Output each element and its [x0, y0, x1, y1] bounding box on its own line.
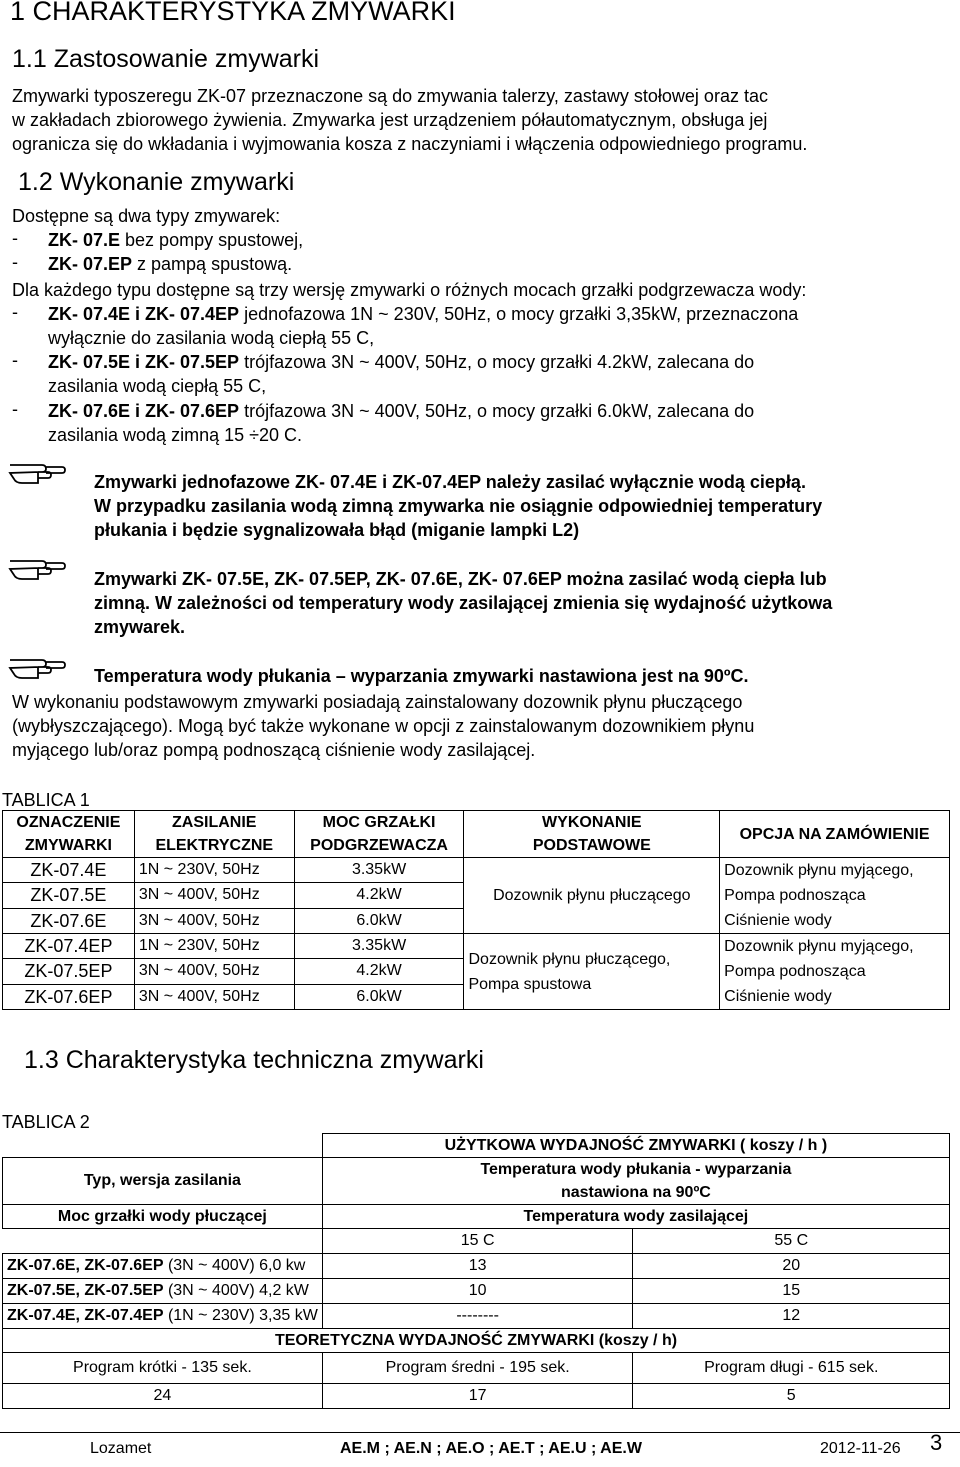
version-item-line2: zasilania wodą ciepłą 55 C,: [48, 376, 267, 396]
table-cell: 3.35kW: [294, 934, 464, 959]
footer-rule: [0, 1432, 960, 1433]
list-dash: -: [12, 302, 18, 322]
footer-codes: AE.M ; AE.N ; AE.O ; AE.T ; AE.U ; AE.W: [340, 1440, 642, 1457]
table-row: [3, 1384, 950, 1409]
table-cell: 6.0kW: [294, 984, 464, 1009]
table-cell: 55 C: [633, 1229, 950, 1254]
table-cell: 3N ~ 400V, 50Hz: [134, 984, 294, 1009]
table2-header: Temperatura wody płukania - wyparzania nastawiona na 90ºC: [322, 1158, 949, 1205]
version-item-line2: zasilania wodą zimną 15 ÷20 C.: [48, 425, 303, 445]
section-1-3-heading: 1.3 Charakterystyka techniczna zmywarki: [24, 1046, 484, 1074]
program-label: Program długi - 615 sek.: [633, 1353, 950, 1384]
table-cell: ZK-07.6EP: [3, 984, 135, 1009]
paragraph-line: ogranicza się do wkładania i wyjmowania kosza z naczyniami i włączenia odpowiedniego programu.: [12, 134, 808, 154]
table-cell: 10: [322, 1279, 633, 1304]
program-value: 5: [633, 1384, 950, 1409]
section-1-2-heading: 1.2 Wykonanie zmywarki: [18, 168, 295, 196]
table-cell: ZK-07.4E, ZK-07.4EP (1N ~ 230V) 3,35 kW: [3, 1304, 323, 1329]
table2-header: Moc grzałki wody płuczącej: [3, 1205, 323, 1229]
table-cell: ZK-07.6E: [3, 908, 135, 933]
pointing-hand-icon: [8, 650, 66, 680]
table-cell: [3, 1229, 323, 1254]
paragraph-line: W wykonaniu podstawowym zmywarki posiadają zainstalowany dozownik płynu płuczącego: [12, 692, 743, 712]
list-dash: -: [12, 228, 18, 248]
table2-title: UŻYTKOWA WYDAJNOŚĆ ZMYWARKI ( koszy / h ): [322, 1134, 949, 1158]
table-row: [3, 1279, 950, 1304]
table2-header: Temperatura wody zasilającej: [322, 1205, 949, 1229]
chapter-title: 1 CHARAKTERYSTYKA ZMYWARKI: [10, 0, 456, 26]
footer-company: Lozamet: [90, 1440, 152, 1457]
table-cell: 15 C: [322, 1229, 633, 1254]
table-row: [3, 1254, 950, 1279]
types-intro: Dostępne są dwa typy zmywarek:: [12, 206, 281, 226]
note-line: Zmywarki jednofazowe ZK- 07.4E i ZK-07.4EP należy zasilać wyłącznie wodą ciepłą.: [94, 472, 806, 492]
type-item: ZK- 07.EP z pampą spustową.: [48, 254, 293, 274]
table-cell: [3, 1134, 323, 1158]
program-value: 17: [322, 1384, 633, 1409]
table2-caption: TABLICA 2: [2, 1112, 90, 1132]
table-cell: 4.2kW: [294, 959, 464, 984]
table2: [2, 1133, 950, 1409]
footer-date: 2012-11-26: [820, 1440, 901, 1457]
page-number: 3: [930, 1430, 943, 1455]
table-cell: Dozownik płynu myjącego, Pompa podnosząca Ciśnienie wody: [720, 858, 950, 934]
program-label: Program krótki - 135 sek.: [3, 1353, 323, 1384]
version-item: ZK- 07.6E i ZK- 07.6EP trójfazowa 3N ~ 400V, 50Hz, o mocy grzałki 6.0kW, zalecana do: [48, 401, 755, 421]
note-line: zmywarek.: [94, 617, 186, 637]
table-cell: 3N ~ 400V, 50Hz: [134, 883, 294, 908]
version-item: ZK- 07.4E i ZK- 07.4EP jednofazowa 1N ~ 230V, 50Hz, o mocy grzałki 3,35kW, przeznaczona: [48, 304, 799, 324]
list-dash: -: [12, 399, 18, 419]
table-row: [3, 934, 950, 959]
list-dash: -: [12, 252, 18, 272]
table-row: [3, 858, 950, 883]
table-cell: Dozownik płynu płuczącego: [464, 858, 720, 934]
pointing-hand-icon: [8, 455, 66, 485]
table-cell: 15: [633, 1279, 950, 1304]
version-item-line2: wyłącznie do zasilania wodą ciepłą 55 C,: [48, 328, 375, 348]
paragraph-line: myjącego lub/oraz pompą podnoszącą ciśnienie wody zasilającej.: [12, 740, 536, 760]
table-cell: 3N ~ 400V, 50Hz: [134, 959, 294, 984]
table-cell: ZK-07.4EP: [3, 934, 135, 959]
table-cell: Dozownik płynu płuczącego, Pompa spustowa: [464, 934, 720, 1010]
version-item: ZK- 07.5E i ZK- 07.5EP trójfazowa 3N ~ 400V, 50Hz, o mocy grzałki 4.2kW, zalecana do: [48, 352, 755, 372]
pointing-hand-icon: [8, 551, 66, 581]
table-cell: 20: [633, 1254, 950, 1279]
note-line: płukania i będzie sygnalizowała błąd (miganie lampki L2): [94, 520, 580, 540]
paragraph-line: Zmywarki typoszeregu ZK-07 przeznaczone są do zmywania talerzy, zastawy stołowej oraz tac: [12, 86, 768, 106]
note-line: Zmywarki ZK- 07.5E, ZK- 07.5EP, ZK- 07.6E, ZK- 07.6EP można zasilać wodą ciepła lub: [94, 569, 827, 589]
table-cell: 13: [322, 1254, 633, 1279]
table-cell: ZK-07.6E, ZK-07.6EP (3N ~ 400V) 6,0 kw: [3, 1254, 323, 1279]
type-item: ZK- 07.E bez pompy spustowej,: [48, 230, 304, 250]
note-line: Temperatura wody płukania – wyparzania zmywarki nastawiona jest na 90ºC.: [94, 666, 749, 686]
table-cell: ZK-07.4E: [3, 858, 135, 883]
table-cell: 12: [633, 1304, 950, 1329]
table-cell: 4.2kW: [294, 883, 464, 908]
note-line: W przypadku zasilania wodą zimną zmywarka nie osiągnie odpowiedniej temperatury: [94, 496, 823, 516]
table-cell: Dozownik płynu myjącego, Pompa podnosząca Ciśnienie wody: [720, 934, 950, 1010]
table-cell: ZK-07.5EP: [3, 959, 135, 984]
table2-header: Typ, wersja zasilania: [3, 1158, 323, 1205]
table-cell: 3N ~ 400V, 50Hz: [134, 908, 294, 933]
table1-caption: TABLICA 1: [2, 790, 90, 810]
table-cell: --------: [322, 1304, 633, 1329]
versions-intro: Dla każdego typu dostępne są trzy wersję zmywarki o różnych mocach grzałki podgrzewacza wody:: [12, 280, 807, 300]
table1: [2, 810, 950, 1010]
table1-header: ZASILANIE ELEKTRYCZNE: [134, 811, 294, 858]
program-value: 24: [3, 1384, 323, 1409]
list-dash: -: [12, 350, 18, 370]
table-cell: ZK-07.5E, ZK-07.5EP (3N ~ 400V) 4,2 kW: [3, 1279, 323, 1304]
table1-header: OPCJA NA ZAMÓWIENIE: [720, 811, 950, 858]
table-cell: 1N ~ 230V, 50Hz: [134, 858, 294, 883]
table1-header: MOC GRZAŁKI PODGRZEWACZA: [294, 811, 464, 858]
paragraph-line: (wybłyszczającego). Mogą być także wykonane w opcji z zainstalowanym dozownikiem płynu: [12, 716, 755, 736]
table-cell: 6.0kW: [294, 908, 464, 933]
table-cell: 1N ~ 230V, 50Hz: [134, 934, 294, 959]
table-row: [3, 1304, 950, 1329]
table1-header: OZNACZENIE ZMYWARKI: [3, 811, 135, 858]
table-cell: ZK-07.5E: [3, 883, 135, 908]
section-1-1-heading: 1.1 Zastosowanie zmywarki: [12, 45, 320, 73]
table1-header: WYKONANIE PODSTAWOWE: [464, 811, 720, 858]
table2-theory-title: TEORETYCZNA WYDAJNOŚĆ ZMYWARKI (koszy / h): [3, 1329, 950, 1353]
paragraph-line: w zakładach zbiorowego żywienia. Zmywarka jest urządzeniem półautomatycznym, obsługa jej: [12, 110, 768, 130]
table-cell: 3.35kW: [294, 858, 464, 883]
note-line: zimną. W zależności od temperatury wody zasilającej zmienia się wydajność użytkowa: [94, 593, 833, 613]
program-label: Program średni - 195 sek.: [322, 1353, 633, 1384]
